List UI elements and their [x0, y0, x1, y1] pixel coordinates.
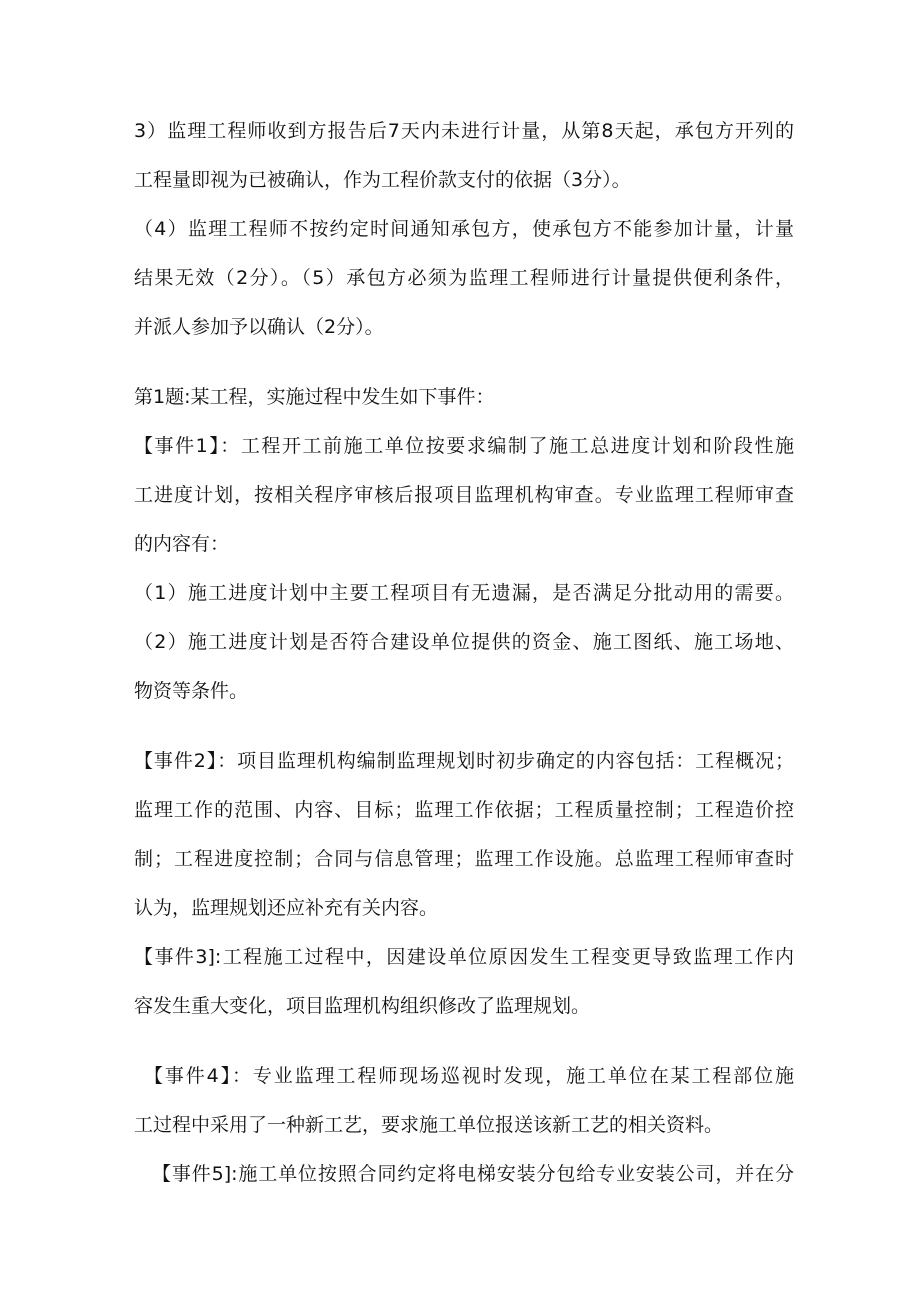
text-line: 认为，监理规划还应补充有关内容。: [134, 897, 439, 919]
question-title: 第1题:某工程，实施过程中发生如下事件：: [134, 386, 495, 408]
text-line: 【事件1】：工程开工前施工单位按要求编制了施工总进度计划和阶段性施: [134, 435, 794, 457]
text-line: 制；工程进度控制；合同与信息管理；监理工作设施。总监理工程师审查时: [134, 848, 794, 870]
text-line: 工进度计划，按相关程序审核后报项目监理机构审查。专业监理工程师审查: [134, 484, 794, 506]
text-line: 【事件5]:施工单位按照合同约定将电梯安装分包给专业安装公司，并在分: [152, 1163, 794, 1185]
text-line: （1）施工进度计划中主要工程项目有无遗漏，是否满足分批动用的需要。: [134, 582, 794, 604]
text-line: 【事件2】：项目监理机构编制监理规划时初步确定的内容包括：工程概况；: [134, 750, 794, 772]
text-line: （2）施工进度计划是否符合建设单位提供的资金、施工图纸、施工场地、: [134, 631, 794, 653]
text-line: 结果无效（2分）。（5）承包方必须为监理工程师进行计量提供便利条件，: [134, 267, 794, 289]
text-line: 【事件3]:工程施工过程中，因建设单位原因发生工程变更导致监理工作内: [134, 946, 794, 968]
text-line: 并派人参加予以确认（2分）。: [134, 316, 384, 338]
text-line: 工程量即视为已被确认，作为工程价款支付的依据（3分）。: [134, 169, 631, 191]
text-line: 3）监理工程师收到方报告后7天内未进行计量，从第8天起，承包方开列的: [134, 120, 794, 142]
text-line: 物资等条件。: [134, 680, 249, 702]
text-line: 的内容有：: [134, 533, 230, 555]
text-line: 监理工作的范围、内容、目标；监理工作依据；工程质量控制；工程造价控: [134, 799, 794, 821]
text-line: 【事件4】：专业监理工程师现场巡视时发现，施工单位在某工程部位施: [144, 1065, 794, 1087]
text-line: 工过程中采用了一种新工艺，要求施工单位报送该新工艺的相关资料。: [134, 1114, 724, 1136]
text-line: 容发生重大变化，项目监理机构组织修改了监理规划。: [134, 995, 591, 1017]
text-line: （4）监理工程师不按约定时间通知承包方，使承包方不能参加计量，计量: [134, 218, 794, 240]
